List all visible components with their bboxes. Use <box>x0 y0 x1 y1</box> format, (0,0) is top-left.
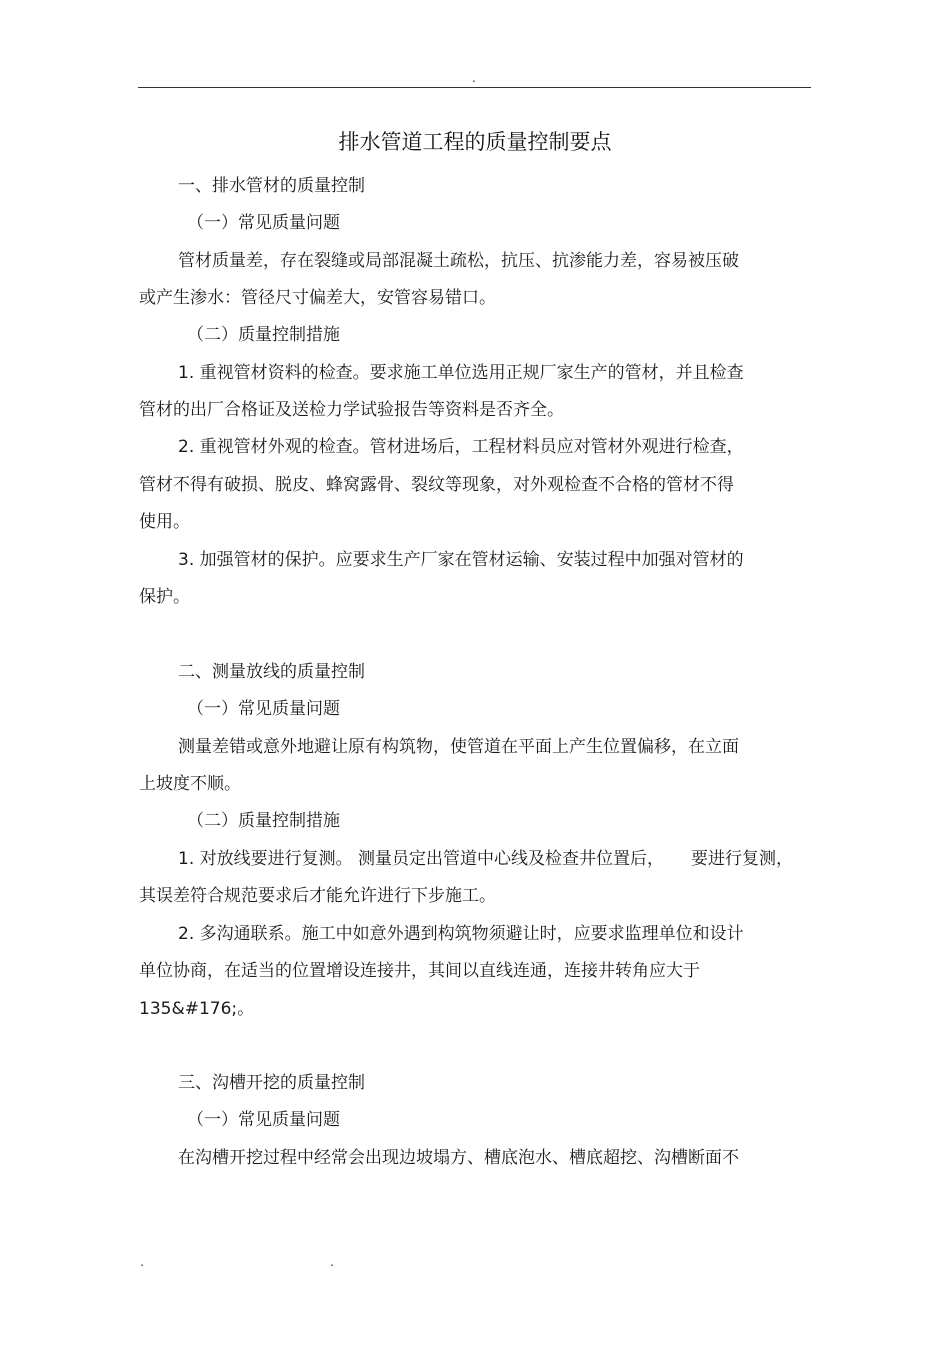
list-item-line: 3. 加强管材的保护。应要求生产厂家在管材运输、安装过程中加强对管材的 <box>178 550 744 570</box>
list-item-line: 保护。 <box>139 587 190 607</box>
paragraph-line: 或产生渗水：管径尺寸偏差大，安管容易错口。 <box>139 288 496 308</box>
header-rule <box>138 87 811 88</box>
section-heading: 三、沟槽开挖的质量控制 <box>178 1073 365 1093</box>
section-heading: 二、测量放线的质量控制 <box>178 662 365 682</box>
list-item-line: 单位协商，在适当的位置增设连接井，其间以直线连通，连接井转角应大于 <box>139 961 700 981</box>
list-item-line: 1. 重视管材资料的检查。要求施工单位选用正规厂家生产的管材，并且检查 <box>178 363 744 383</box>
paragraph-line: 测量差错或意外地避让原有构筑物，使管道在平面上产生位置偏移，在立面 <box>178 737 739 757</box>
footer-dot-left: . <box>140 1255 144 1269</box>
list-item-line: 135&#176;。 <box>139 999 255 1019</box>
paragraph-line: 在沟槽开挖过程中经常会出现边坡塌方、槽底泡水、槽底超挖、沟槽断面不 <box>178 1148 739 1168</box>
list-item-line: 1. 对放线要进行复测。 测量员定出管道中心线及检查井位置后， 要进行复测， <box>178 849 794 869</box>
list-item-line: 2. 多沟通联系。施工中如意外遇到构筑物须避让时，应要求监理单位和设计 <box>178 924 744 944</box>
list-item-line: 其误差符合规范要求后才能允许进行下步施工。 <box>139 886 496 906</box>
subsection-heading: （一）常见质量问题 <box>187 213 340 233</box>
subsection-heading: （一）常见质量问题 <box>187 1110 340 1130</box>
section-heading: 一、排水管材的质量控制 <box>178 176 365 196</box>
subsection-heading: （一）常见质量问题 <box>187 699 340 719</box>
list-item-line: 管材的出厂合格证及送检力学试验报告等资料是否齐全。 <box>139 400 564 420</box>
list-item-line: 管材不得有破损、脱皮、蜂窝露骨、裂纹等现象，对外观检查不合格的管材不得 <box>139 475 734 495</box>
subsection-heading: （二）质量控制措施 <box>187 811 340 831</box>
paragraph-line: 上坡度不顺。 <box>139 774 241 794</box>
subsection-heading: （二）质量控制措施 <box>187 325 340 345</box>
paragraph-line: 管材质量差，存在裂缝或局部混凝土疏松，抗压、抗渗能力差，容易被压破 <box>178 251 739 271</box>
footer-dot-right: . <box>330 1255 334 1269</box>
page-title: 排水管道工程的质量控制要点 <box>338 130 612 154</box>
header-dot: . <box>472 71 476 85</box>
list-item-line: 2. 重视管材外观的检查。管材进场后，工程材料员应对管材外观进行检查， <box>178 437 744 457</box>
list-item-line: 使用。 <box>139 512 190 532</box>
